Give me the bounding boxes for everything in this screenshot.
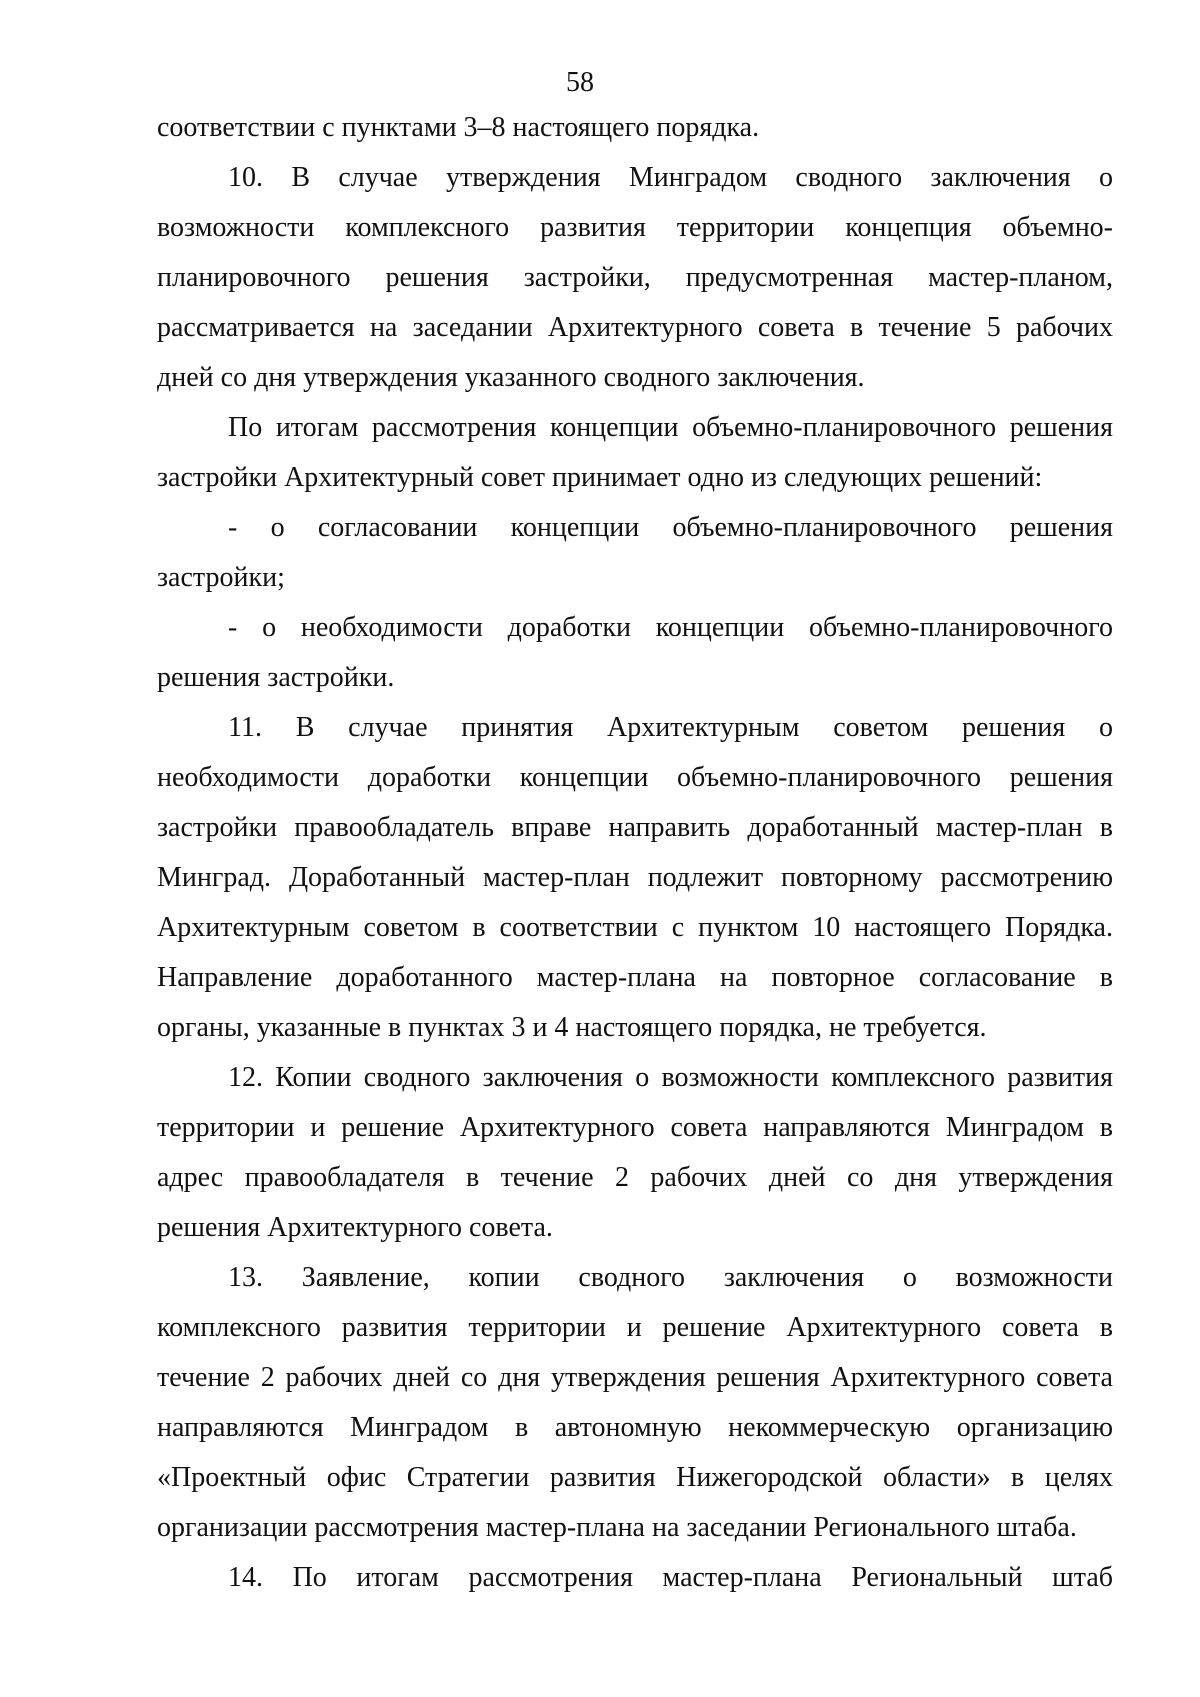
- text-line: планировочного решения застройки, предусмотренная мастер-планом,: [157, 262, 1113, 293]
- paragraph: [157, 703, 1113, 1053]
- text-line: застройки Архитектурный совет принимает одно из следующих решений:: [157, 462, 1043, 493]
- text-line: адрес правообладателя в течение 2 рабочих дней со дня утверждения: [157, 1162, 1113, 1193]
- text-line: «Проектный офис Стратегии развития Нижегородской области» в целях: [157, 1462, 1113, 1493]
- text-line: рассматривается на заседании Архитектурного совета в течение 5 рабочих: [157, 312, 1113, 343]
- text-line: По итогам рассмотрения концепции объемно-планировочного решения: [228, 412, 1113, 443]
- paragraph: [157, 1053, 1113, 1253]
- document-body: [157, 103, 1113, 1603]
- paragraph: [157, 503, 1113, 603]
- text-line: соответствии с пунктами 3–8 настоящего порядка.: [157, 112, 760, 143]
- text-line: застройки;: [157, 562, 285, 593]
- text-line: необходимости доработки концепции объемно-планировочного решения: [157, 762, 1113, 793]
- text-line: комплексного развития территории и решение Архитектурного совета в: [157, 1312, 1113, 1343]
- page-number: 58: [566, 67, 594, 98]
- paragraph: [157, 403, 1113, 503]
- text-line: организации рассмотрения мастер-плана на заседании Регионального штаба.: [157, 1512, 1077, 1543]
- text-line: 12. Копии сводного заключения о возможности комплексного развития: [228, 1062, 1113, 1093]
- text-line: - о согласовании концепции объемно-планировочного решения: [228, 512, 1113, 543]
- text-line: Минград. Доработанный мастер-план подлежит повторному рассмотрению: [157, 862, 1113, 893]
- text-line: 13. Заявление, копии сводного заключения о возможности: [228, 1262, 1113, 1293]
- text-line: возможности комплексного развития территории концепция объемно-: [157, 212, 1113, 243]
- paragraph: [157, 103, 1113, 153]
- text-line: решения застройки.: [157, 662, 395, 693]
- paragraph: [157, 603, 1113, 703]
- paragraph: [157, 1253, 1113, 1553]
- text-line: застройки правообладатель вправе направить доработанный мастер-план в: [157, 812, 1113, 843]
- text-line: дней со дня утверждения указанного сводного заключения.: [157, 362, 865, 393]
- text-line: Направление доработанного мастер-плана на повторное согласование в: [157, 962, 1113, 993]
- text-line: 10. В случае утверждения Минградом сводного заключения о: [228, 162, 1113, 193]
- text-line: 11. В случае принятия Архитектурным советом решения о: [228, 712, 1113, 743]
- text-line: территории и решение Архитектурного совета направляются Минградом в: [157, 1112, 1113, 1143]
- text-line: 14. По итогам рассмотрения мастер-плана Региональный штаб: [228, 1562, 1113, 1593]
- text-line: направляются Минградом в автономную некоммерческую организацию: [157, 1412, 1113, 1443]
- text-line: течение 2 рабочих дней со дня утверждения решения Архитектурного совета: [157, 1362, 1113, 1393]
- text-line: - о необходимости доработки концепции объемно-планировочного: [228, 612, 1113, 643]
- text-line: Архитектурным советом в соответствии с пунктом 10 настоящего Порядка.: [157, 912, 1113, 943]
- text-line: органы, указанные в пунктах 3 и 4 настоящего порядка, не требуется.: [157, 1012, 987, 1043]
- paragraph: [157, 1553, 1113, 1603]
- text-line: решения Архитектурного совета.: [157, 1212, 553, 1243]
- paragraph: [157, 153, 1113, 403]
